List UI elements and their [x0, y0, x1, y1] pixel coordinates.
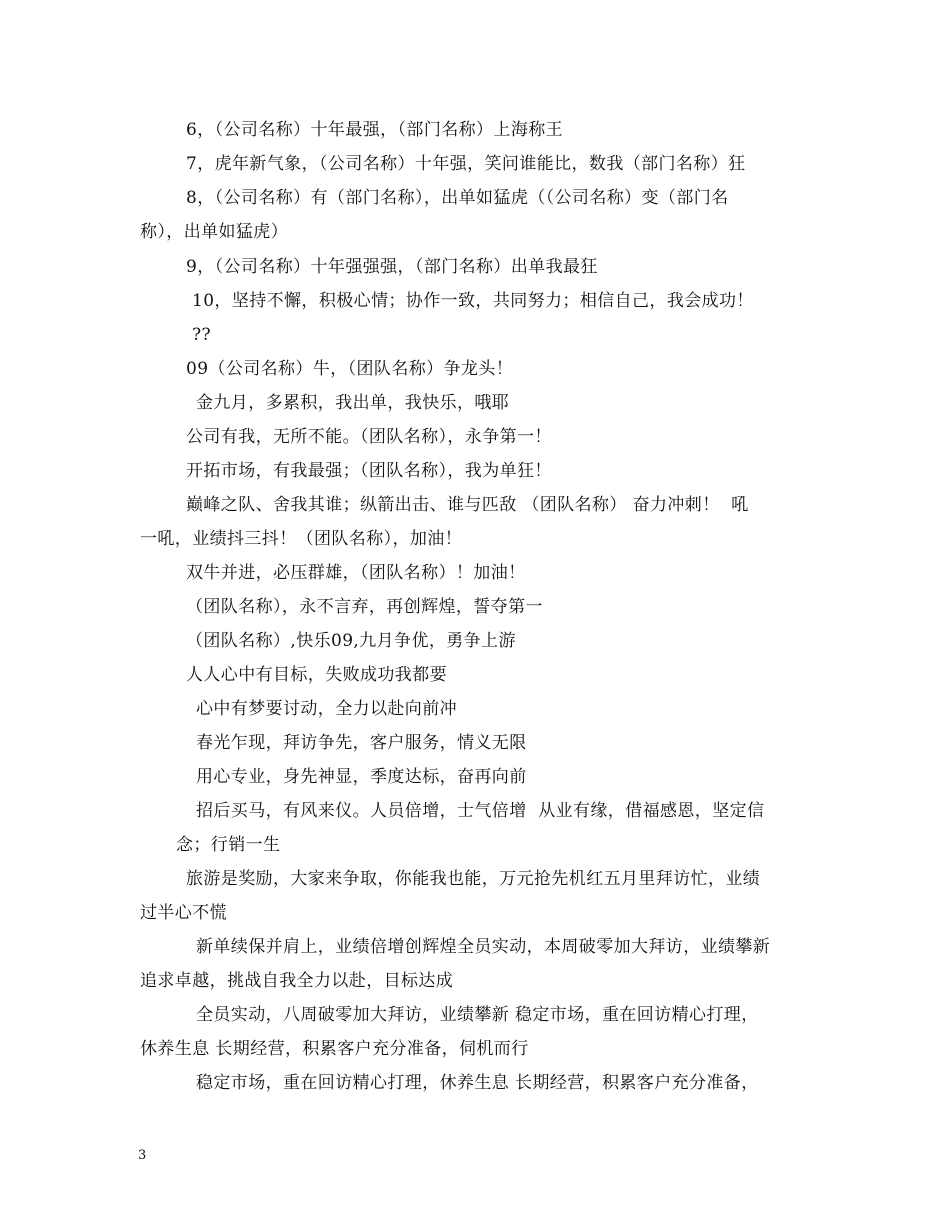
text-line: 人人心中有目标，失败成功我都要 [186, 665, 447, 685]
text-line: 用心专业，身先神显，季度达标，奋再向前 [196, 767, 527, 787]
text-line: 双牛并进，必压群雄，（团队名称）！加油！ [186, 563, 526, 583]
text-line: 一吼，业绩抖三抖！（团队名称），加油！ [140, 529, 463, 549]
text-line: 7，虎年新气象，（公司名称）十年强，笑问谁能比，数我（部门名称）狂 [186, 154, 746, 174]
text-line: （团队名称），永不言弃，再创辉煌，誓夺第一 [186, 597, 543, 617]
text-line: 6，（公司名称）十年最强，（部门名称）上海称王 [186, 120, 564, 140]
text-line: 招后买马，有风来仪。人员倍增，士气倍增 从业有缘，借福感恩，坚定信 [196, 801, 765, 821]
text-line: ?? [192, 325, 212, 345]
text-line: 休养生息 长期经营，积累客户充分准备，伺机而行 [140, 1039, 529, 1059]
text-line: 开拓市场，有我最强；（团队名称），我为单狂！ [186, 461, 552, 481]
text-line: 全员实动，八周破零加大拜访，业绩攀新 稳定市场，重在回访精心打理， [196, 1005, 759, 1025]
text-line: 春光乍现，拜访争先，客户服务，情义无限 [196, 733, 527, 753]
text-line: 09（公司名称）牛，（团队名称）争龙头！ [186, 359, 514, 379]
text-line: 金九月，多累积，我出单，我快乐，哦耶 [196, 393, 510, 413]
text-line: 10，坚持不懈，积极心情；协作一致，共同努力；相信自己，我会成功！ [192, 291, 754, 311]
text-line: 念；行销一生 [176, 835, 281, 855]
text-line: 9，（公司名称）十年强强强，（部门名称）出单我最狂 [186, 257, 598, 277]
text-line: 巅峰之队、舍我其谁；纵箭出击、谁与匹敌 （团队名称） 奋力冲刺！ 吼 [186, 495, 749, 515]
text-line: 称），出单如猛虎） [140, 222, 289, 242]
text-line: 公司有我，无所不能。（团队名称），永争第一！ [186, 427, 552, 447]
page-number: 3 [138, 1148, 147, 1163]
text-line: 追求卓越，挑战自我全力以赴，目标达成 [140, 971, 454, 991]
text-line: 稳定市场，重在回访精心打理，休养生息 长期经营，积累客户充分准备， [196, 1073, 759, 1093]
text-line: 过半心不慌 [140, 903, 227, 923]
text-line: 旅游是奖励，大家来争取，你能我也能，万元抢先机红五月里拜访忙，业绩 [186, 869, 761, 889]
text-line: 新单续保并肩上，业绩倍增创辉煌全员实动，本周破零加大拜访，业绩攀新 [196, 937, 771, 957]
text-line: 心中有梦要讨动，全力以赴向前冲 [196, 699, 457, 719]
text-line: 8，（公司名称）有（部门名称），出单如猛虎（（公司名称）变（部门名 [186, 188, 729, 208]
text-line: （团队名称）,快乐09,九月争优，勇争上游 [186, 631, 516, 651]
